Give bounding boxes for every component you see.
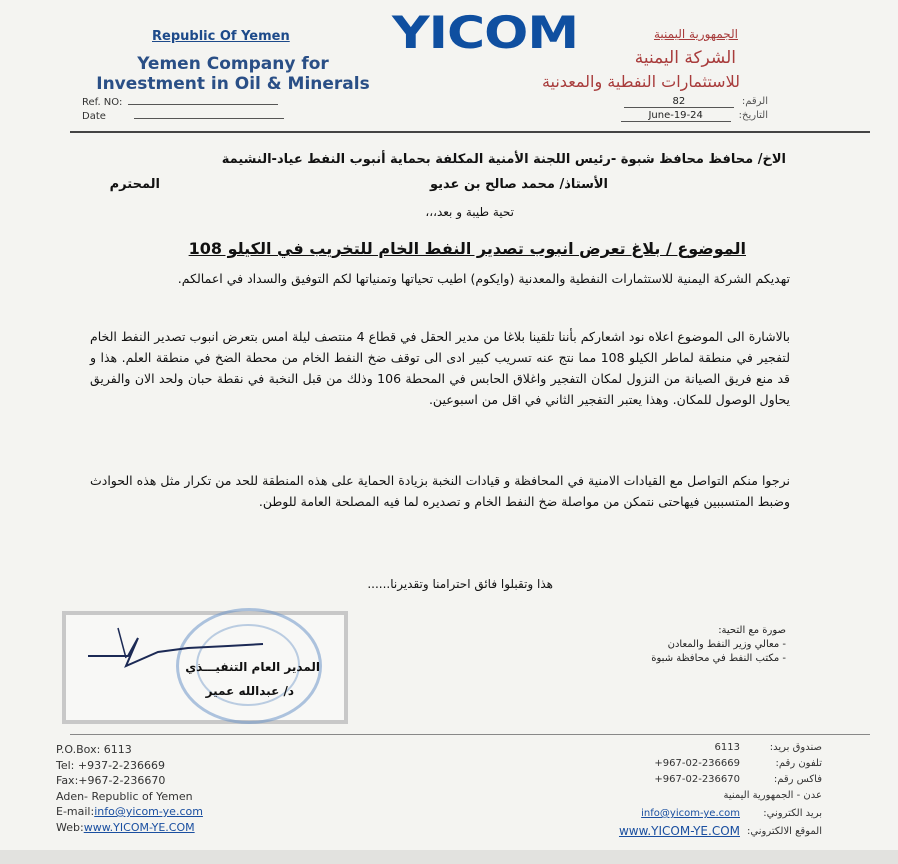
header-company-en-line2: Investment in Oil & Minerals xyxy=(96,74,370,94)
paragraph-3: نرجوا منكم التواصل مع القيادات الامنية في المحافظة و قيادات النخبة بزيادة الحماية على هذه المنطقة للحد من تكرار مثل هذه الحوادث وضبط المتسببين فيهاحتى نتمكن من مواصلة ضخ النفط الخام و تصديره لما فيه المصلحة العامة للوطن. xyxy=(90,473,790,509)
footer-ar-email-label: بريد الكتروني: xyxy=(763,808,822,819)
footer-ar-pobox: 6113 xyxy=(714,742,740,753)
footer-web-link[interactable]: www.YICOM-YE.COM xyxy=(83,821,195,834)
footer-web-label: Web: xyxy=(56,821,84,834)
footer-fax: Fax:+967-2-236670 xyxy=(56,774,166,787)
footer-ar-address: عدن - الجمهورية اليمنية xyxy=(723,790,822,801)
date-ar xyxy=(621,110,768,122)
header-company-en-line1: Yemen Company for xyxy=(137,54,329,74)
header-company-ar-line2: للاستثمارات النفطية والمعدنية xyxy=(541,72,740,91)
footer-ar-tel-label: تلفون رقم: xyxy=(775,758,822,769)
paragraph-1: تهديكم الشركة اليمنية للاستثمارات النفطية والمعدنية (وايكوم) اطيب تحياتها وتمنياتها لكم التوفيق والسداد في اعمالكم. xyxy=(177,271,790,286)
ref-no-value: 82 xyxy=(624,96,734,108)
cc-title: صورة مع التحية: xyxy=(718,625,786,636)
header-company-en xyxy=(88,54,378,94)
date-label: Date xyxy=(82,111,106,122)
footer-web-row xyxy=(56,821,195,834)
greeting: تحية طيبة و بعد،،، xyxy=(425,205,514,219)
cc-item-2: - مكتب النفط في محافظة شبوة xyxy=(651,653,786,664)
footer-ar-fax-label: فاكس رقم: xyxy=(773,774,822,785)
footer-pobox: P.O.Box: 6113 xyxy=(56,743,132,756)
page-bottom-edge xyxy=(0,850,898,864)
ar-ref-label: الرقم: xyxy=(741,96,768,107)
date-value: 24-June-19 xyxy=(621,110,731,122)
footer-email-link[interactable]: info@yicom-ye.com xyxy=(94,805,203,818)
ref-no-line xyxy=(128,104,278,105)
footer-ar-email-link[interactable]: info@yicom-ye.com xyxy=(641,808,740,819)
ref-no-en xyxy=(82,97,278,108)
ar-date-label: التاريخ: xyxy=(738,110,768,121)
footer-ar-web-link[interactable]: www.YICOM-YE.COM xyxy=(618,824,740,838)
footer-ar-web-label: الموقع الالكتروني: xyxy=(747,826,822,837)
closing-line: هذا وتقبلوا فائق احترامنا وتقديرنا...... xyxy=(367,577,553,591)
signatory-name: د/ عبدالله عمير xyxy=(205,684,294,698)
company-logo: YICOM xyxy=(392,8,579,59)
footer-ar-tel: +967-02-236669 xyxy=(654,758,740,769)
header-republic-ar: الجمهورية اليمنية xyxy=(653,27,738,41)
footer-email-row xyxy=(56,805,203,818)
footer-address: Aden- Republic of Yemen xyxy=(56,790,193,803)
addressee-honorific: المحترم xyxy=(109,177,160,192)
footer-ar-pobox-label: صندوق بريد: xyxy=(769,742,822,753)
ref-no-label: Ref. NO: xyxy=(82,97,123,108)
date-en xyxy=(82,111,284,122)
paragraph-2: بالاشارة الى الموضوع اعلاه نود اشعاركم بأننا تلقينا بلاغا من مدير الحقل في قطاع 4 منتصف ليلة امس بتعرض انبوب تصدير النفط الخام لتفجير في منطقة لماطر الكيلو 108 مما نتج عنه تسريب كبير ادى الى توقف ضخ النفط الخام من محطة الضخ في منطقة العلم. هذا و قد منع فريق الصيانة من النزول لمكان التفجير واغلاق الحابس في المحطة 106 وذلك من قبل النخبة في نقطة حبان ولحد الان والفريق يحاول الوصول للمكان. وهذا يعتبر التفجير الثاني في اقل من اسبوعين. xyxy=(90,329,791,407)
addressee-line2: الأستاذ/ محمد صالح بن عديو xyxy=(430,177,608,192)
signatory-title: المدير العام التنفيـــذي xyxy=(185,660,320,674)
footer-email-label: E-mail: xyxy=(56,805,95,818)
footer-divider xyxy=(70,734,870,735)
header-company-ar-line1: الشركة اليمنية xyxy=(634,48,736,68)
date-line xyxy=(134,118,284,119)
addressee-line1: الاخ/ محافظ محافظ شبوة -رئيس اللجنة الأمنية المكلفة بحماية أنبوب النفط عياد-النشيمة xyxy=(221,152,786,167)
header-republic-en: Republic Of Yemen xyxy=(152,29,290,44)
footer-tel: Tel: +937-2-236669 xyxy=(56,759,166,772)
footer-ar-fax: +967-02-236670 xyxy=(654,774,740,785)
header-divider xyxy=(70,131,870,133)
ref-no-ar xyxy=(624,96,768,108)
cc-block xyxy=(651,624,786,666)
letter-subject: الموضوع / بلاغ تعرض انبوب تصدير النفط الخام للتخريب في الكيلو 108 xyxy=(188,239,746,258)
cc-item-1: - معالي وزير النفط والمعادن xyxy=(667,639,786,650)
